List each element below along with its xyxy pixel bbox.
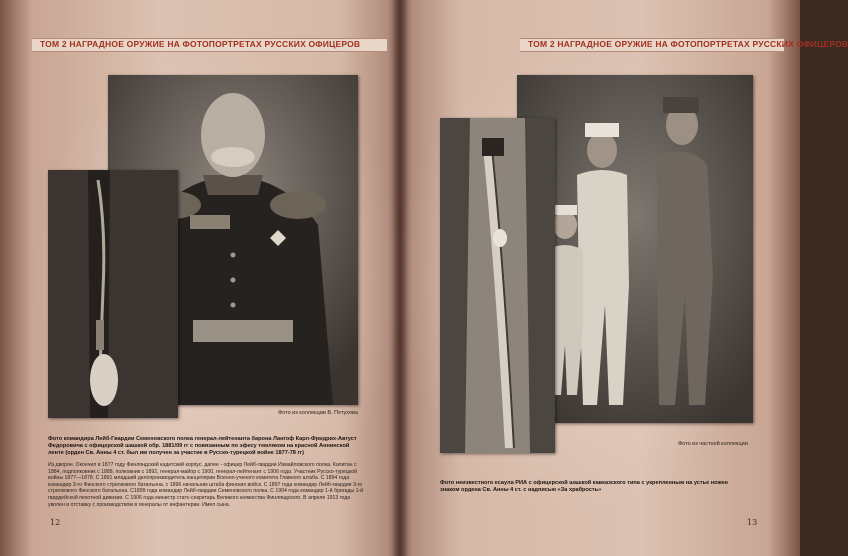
right-page: [400, 0, 848, 556]
left-header: [40, 39, 360, 49]
right-caption: Фото неизвестного есаула РИА с офицерской шашкой кавказского типа с укрепленным на устье ножен знаком ордена Св. Анны 4 ст. с надписью «За храбрость»: [440, 480, 728, 493]
right-header-tom: ТОМ 2: [528, 39, 555, 49]
left-header-title: НАГРАДНОЕ ОРУЖИЕ НА ФОТОПОРТРЕТАХ РУССКИХ ОФИЦЕРОВ: [69, 39, 361, 49]
book-gutter: [392, 0, 408, 556]
left-page-number: 12: [50, 518, 61, 527]
right-header: [528, 39, 848, 49]
left-photo-credit: Фото из коллекции В. Петухова: [278, 410, 358, 416]
left-caption: Фото командира Лейб-Гвардии Семеновского полка генерал-лейтенанта барона Лангоф Карл-Фридрих-Август Федоровича с офицерской шашкой обр. 1881/09 гг с повязанным по эфесу темляком на красной Аннинской ленте (орден Св. Анны 4 ст. был им получен за участие в Русско-турецкой войне 1877-78 гг): [48, 436, 357, 456]
right-header-title: НАГРАДНОЕ ОРУЖИЕ НА ФОТОПОРТРЕТАХ РУССКИХ ОФИЦЕРОВ: [557, 39, 848, 49]
left-body-text: Из дворян. Окончил в 1877 году Финляндский кадетский корпус. дапее - офицер Лейб-гвардии Измайловского полка. Капитан с 1884, подполковник с 1888, полковник с 1892, генерал-майор с 1900, генерал-лейтенант с 1906 года. Участник Русско-турецкой войны 1877—1878. С 1891 младший делопроизводитель канцелярии Военно-ученого комитета Главного штаба. С 1894 года командир 3-го Финского стрелкового батальона. с 1896 начальник штаба финских войск. С 1897 года командир Лейб-гвардии 3-го стрелкового Финского батальона. С1899 года командир Лейб-гвардии Семеновского полка. С 1904 года командир 1-й бригады 1-й гвардейской пехотной дивизии. С 1906 года министр статс-секретарь Великого княжества Финляндского. В апреле 1913 года уволен в отставку с производством в генералы от инфантерии. Имел сына.: [48, 462, 364, 508]
right-page-number: 13: [747, 518, 758, 527]
left-header-tom: ТОМ 2: [40, 39, 67, 49]
sword-detail-inset-photo: [48, 170, 178, 418]
saber-detail-inset-photo: [440, 118, 555, 453]
left-page: [0, 0, 400, 556]
right-photo-credit: Фото из частной коллекции: [678, 441, 748, 447]
